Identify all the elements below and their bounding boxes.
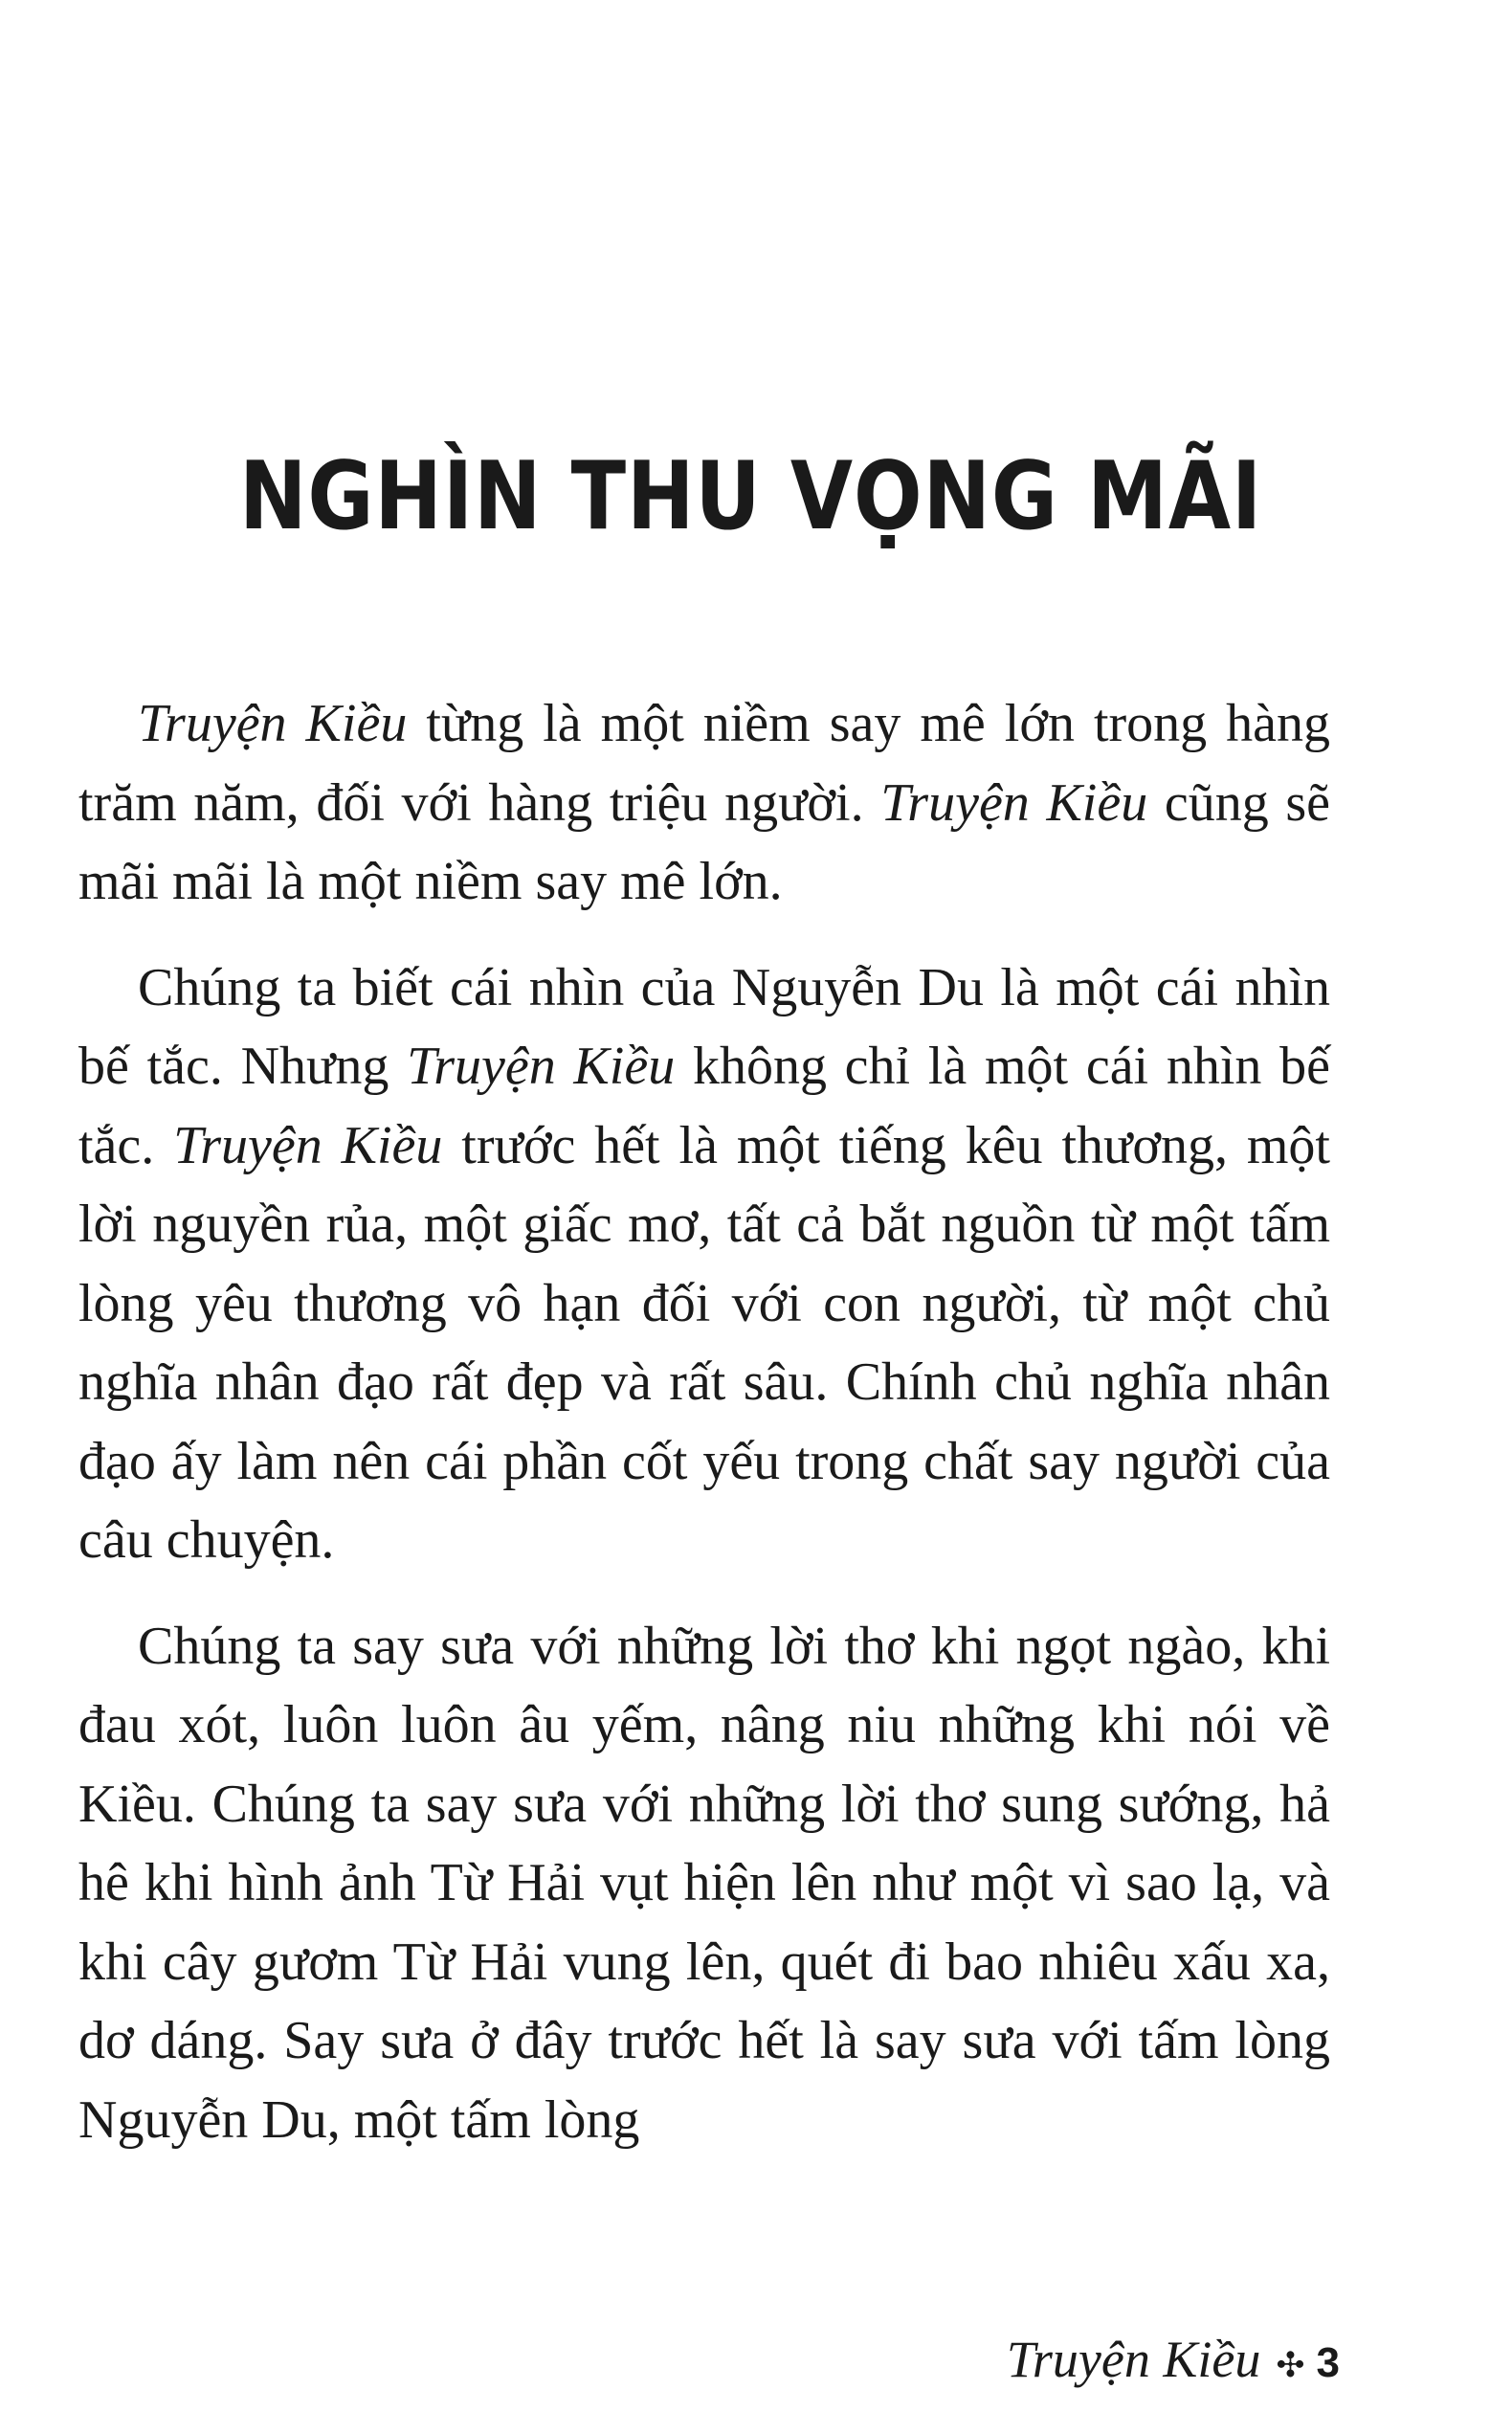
body-text bbox=[78, 684, 1330, 2186]
paragraph bbox=[78, 684, 1330, 922]
italic-book-title: Truyện Kiều bbox=[138, 694, 408, 753]
page-number: 3 bbox=[1316, 2339, 1340, 2386]
ornament-icon: ✣ bbox=[1276, 2346, 1305, 2385]
chapter-title: NGHÌN THU VỌNG MÃI bbox=[239, 442, 1263, 551]
text-segment: Chúng ta say sưa với những lời thơ khi ngọt ngào, khi đau xót, luôn luôn âu yếm, nâng niu những khi nói về Kiều. Chúng ta say sưa với những lời thơ sung sướng, hả hê khi hình ảnh Từ Hải vụt hiện lên như một vì sao lạ, và khi cây gươm Từ Hải vung lên, quét đi bao nhiêu xấu xa, dơ dáng. Say sưa ở đây trước hết là say sưa với tấm lòng Nguyễn Du, một tấm lòng bbox=[78, 1616, 1330, 2150]
italic-book-title: Truyện Kiều bbox=[880, 772, 1148, 833]
text-segment: trước hết là một tiếng kêu thương, một lời nguyền rủa, một giấc mơ, tất cả bắt nguồn từ một tấm lòng yêu thương vô hạn đối với con người, từ một chủ nghĩa nhân đạo rất đẹp và rất sâu. Chính chủ nghĩa nhân đạo ấy làm nên cái phần cốt yếu trong chất say người của câu chuyện. bbox=[78, 1115, 1330, 1570]
running-book-title: Truyện Kiều bbox=[1006, 2331, 1261, 2388]
italic-book-title: Truyện Kiều bbox=[173, 1115, 443, 1175]
text-segment: cũng sẽ mãi mãi là một niềm say mê lớn. bbox=[78, 772, 1331, 911]
italic-book-title: Truyện Kiều bbox=[407, 1037, 676, 1096]
text-segment: Chúng ta biết cái nhìn của Nguyễn Du là một cái nhìn bế tắc. Nhưng bbox=[78, 957, 1330, 1096]
page-footer bbox=[1006, 2331, 1340, 2388]
paragraph bbox=[78, 949, 1330, 1580]
paragraph bbox=[78, 1607, 1330, 2160]
text-segment: từng là một niềm say mê lớn trong hàng trăm năm, đối với hàng triệu người. bbox=[78, 694, 1330, 833]
text-segment: không chỉ là một cái nhìn bế tắc. bbox=[78, 1037, 1330, 1175]
